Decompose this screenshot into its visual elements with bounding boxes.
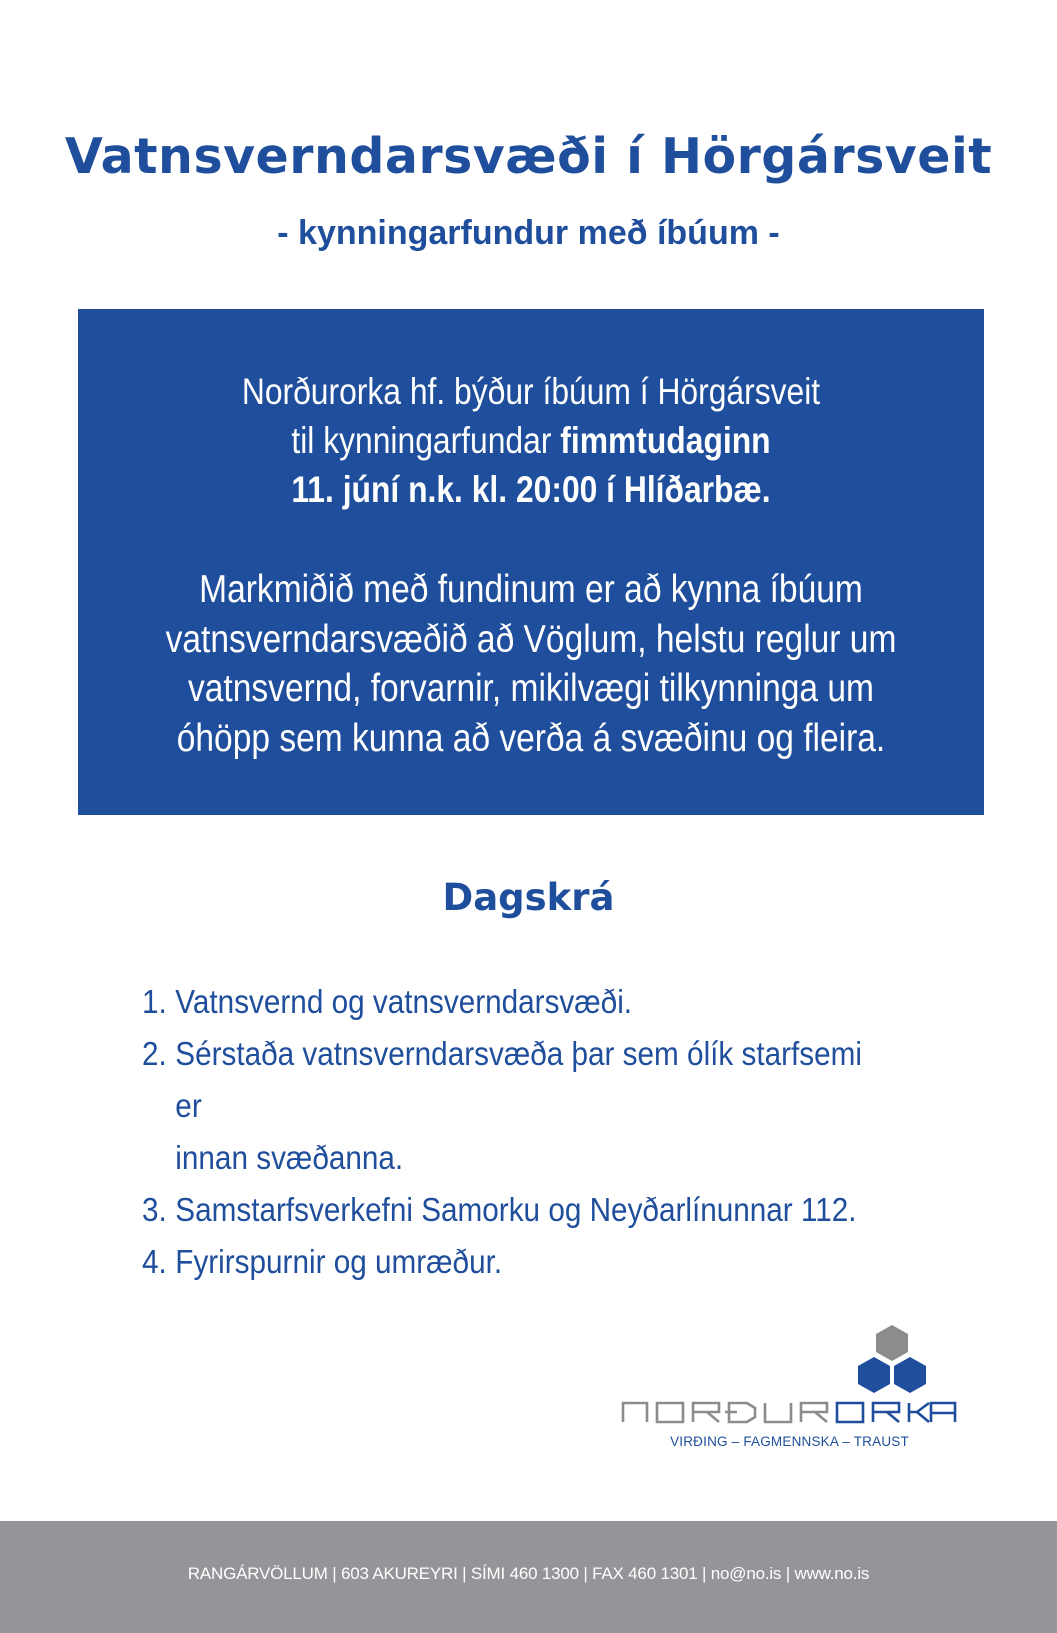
- page-subtitle: - kynningarfundur með íbúum -: [277, 214, 780, 252]
- agenda-list: [142, 976, 880, 1288]
- agenda-item-line: Samstarfsverkefni Samorku og Neyðarlínunnar 112.: [175, 1191, 857, 1228]
- agenda-item: [142, 1028, 880, 1184]
- agenda-item-line: Vatnsvernd og vatnsverndarsvæði.: [175, 983, 633, 1020]
- invitation-line-3: [141, 465, 920, 514]
- hexagon-blue-right-icon: [894, 1357, 926, 1393]
- nordurorka-wordmark-logo: [621, 1400, 957, 1424]
- agenda-item-line: Sérstaða vatnsverndarsvæða þar sem ólík starfsemi er: [175, 1035, 862, 1124]
- invitation-line-2: [141, 416, 920, 465]
- hexagon-gray-icon: [876, 1325, 908, 1361]
- goal-line: vatnsvernd, forvarnir, mikilvægi tilkynninga um: [188, 667, 874, 710]
- invitation-line-1: Norðurorka hf. býður íbúum í Hörgársveit: [241, 371, 821, 412]
- footer-bar: [0, 1521, 1057, 1633]
- agenda-title: Dagskrá: [442, 876, 615, 919]
- agenda-item-line: innan svæðanna.: [175, 1139, 404, 1176]
- agenda-item: [142, 976, 880, 1028]
- agenda-item-number: 4.: [142, 1243, 167, 1280]
- invitation-line-2-plain: til kynningarfundar: [291, 420, 561, 461]
- logo-tagline: VIRÐING – FAGMENNSKA – TRAUST: [670, 1434, 909, 1449]
- agenda-item-number: 2.: [142, 1035, 167, 1072]
- footer-contact-info: RANGÁRVÖLLUM | 603 AKUREYRI | SÍMI 460 1300 | FAX 460 1301 | no@no.is | www.no.is: [187, 1564, 870, 1583]
- goal-line: óhöpp sem kunna að verða á svæðinu og fleira.: [176, 716, 886, 760]
- invitation-day: fimmtudaginn: [560, 420, 771, 461]
- invitation-box: [78, 309, 984, 815]
- goal-line: Markmiðið með fundinum er að kynna íbúum: [199, 568, 863, 611]
- goal-text: [141, 565, 920, 763]
- agenda-item-number: 1.: [142, 983, 167, 1020]
- page-title: Vatnsverndarsvæði í Hörgársveit: [64, 128, 993, 185]
- goal-line: vatnsverndarsvæðið að Vöglum, helstu reglur um: [165, 617, 897, 661]
- agenda-item-number: 3.: [142, 1191, 167, 1228]
- agenda-item: [142, 1184, 880, 1236]
- agenda-item: [142, 1236, 880, 1288]
- hexagon-logo-icon: [856, 1325, 928, 1395]
- hexagon-blue-left-icon: [858, 1357, 890, 1393]
- agenda-item-line: Fyrirspurnir og umræður.: [175, 1243, 503, 1280]
- invitation-text: [141, 367, 920, 514]
- invitation-date-place: 11. júní n.k. kl. 20:00 í Hlíðarbæ.: [291, 469, 771, 510]
